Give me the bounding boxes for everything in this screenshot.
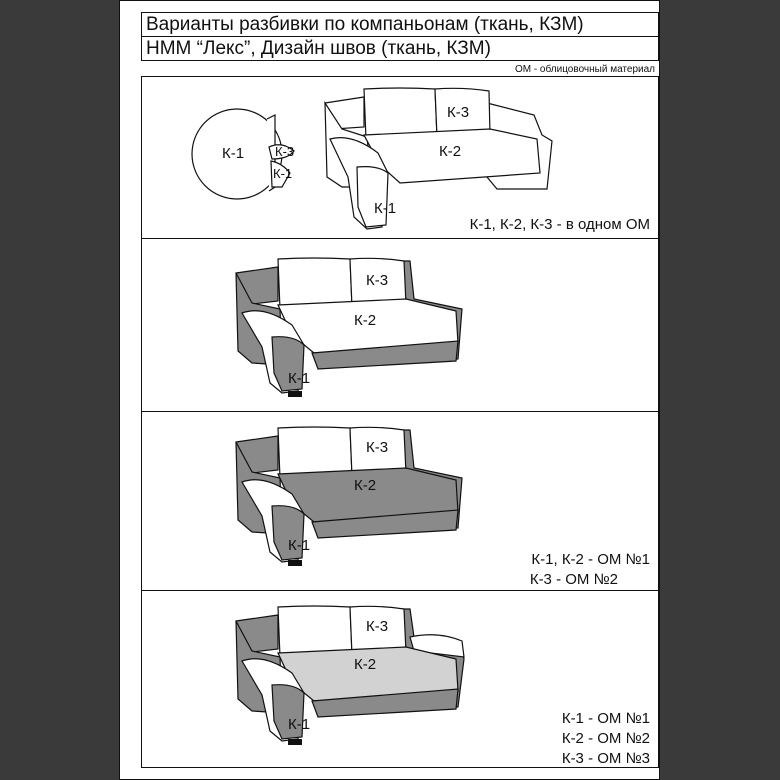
caption-3-line-2: К-3 - ОМ №2 [529,571,618,588]
variant-panel-4 [141,590,659,768]
caption-4-line-3: К-3 - ОМ №3 [561,750,650,767]
detail-k3-label: К-3 [275,144,295,159]
variant-panel-1 [141,76,659,239]
document-title: Варианты разбивки по компаньонам (ткань, КЗМ) [141,12,659,37]
k3-label-3: К-3 [366,439,389,456]
k1-label-4: К-1 [288,716,311,733]
k1-label-2: К-1 [288,370,311,387]
back-cushion-left [364,88,437,139]
detail-k1-label: К-1 [222,145,245,162]
caption-1-line-1: К-1, К-2, К-3 - в одном ОМ [469,216,650,233]
caption-4-line-2: К-2 - ОМ №2 [561,730,650,747]
caption-4-line-1: К-1 - ОМ №1 [561,710,650,727]
k1-label-1: К-1 [374,200,397,217]
k3-label-1: К-3 [447,104,470,121]
k3-label-4: К-3 [366,618,389,635]
caption-3-line-1: К-1, К-2 - ОМ №1 [531,551,650,568]
detail-k1b-label: К-1 [273,166,293,181]
variant-panel-3 [141,411,659,591]
sofa-drawing-2 [142,239,660,413]
k2-label-2: К-2 [354,312,377,329]
k2-label-3: К-2 [354,477,377,494]
k3-label-2: К-3 [366,272,389,289]
k2-label-4: К-2 [354,656,377,673]
k2-label-1: К-2 [439,143,462,160]
variant-panel-2 [141,238,659,412]
k1-label-3: К-1 [288,537,311,554]
legend-note: ОМ - облицовочный материал [514,64,655,75]
document-subtitle: НММ “Лекс”, Дизайн швов (ткань, КЗМ) [141,36,659,61]
